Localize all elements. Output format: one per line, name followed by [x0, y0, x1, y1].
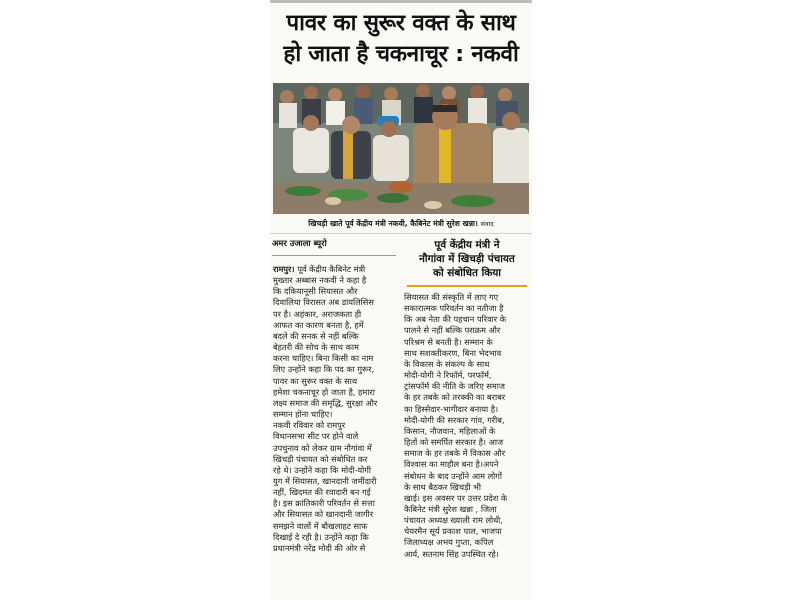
newspaper-clipping	[270, 0, 532, 600]
news-photo-illustration	[273, 83, 529, 214]
subheadline	[405, 238, 529, 280]
headline-line-2: हो जाता है चकनाचूर : नकवी	[283, 41, 519, 67]
byline-rule	[272, 255, 396, 256]
article-line	[273, 264, 395, 275]
article-line: आफत का कारण बनता है, हमें	[273, 319, 364, 330]
article-line: खाई। इस अवसर पर उत्तर प्रदेश के	[404, 492, 508, 503]
subhead-underline	[407, 285, 527, 287]
article-line: का हिस्सेदार-भागीदार बनाया है।	[404, 403, 499, 414]
article-line: दिवालिया विरासत अब डायलिसिस	[273, 297, 374, 308]
caption-text: खिचड़ी खाते पूर्व केंद्रीय मंत्री नकवी, कैबिनेट मंत्री सुरेश खन्ना।	[308, 219, 478, 228]
article-line: लिए उन्होंने कहा कि पद का गुरूर,	[273, 364, 375, 375]
caption-credit: संवाद	[480, 220, 494, 228]
article-line: हितों को समर्पित सरकार है। आज	[404, 437, 504, 448]
article-line: प्रधानमंत्री नरेंद्र मोदी की ओर से	[273, 542, 366, 553]
article-line: कैबिनेट मंत्री सुरेश खन्ना , जिला	[404, 503, 497, 514]
article-line: कि अब नेता की पहचान परिवार के	[404, 314, 506, 325]
article-column-2	[404, 292, 528, 560]
article-line: चेयरमैन सूर्य प्रकाश पाल, भाजपा	[404, 526, 502, 537]
article-column-1	[273, 264, 395, 554]
article-line: रहे थे। उन्होंने कहा कि मोदी-योगी	[273, 464, 372, 475]
article-line: पंचायत अध्यक्ष ख्याली राम लोधी,	[404, 515, 503, 526]
article-line: कि दकियानूसी सियासत और	[273, 286, 358, 297]
caption-divider	[270, 233, 532, 234]
subhead-line-1: पूर्व केंद्रीय मंत्री ने	[434, 239, 500, 251]
article-line: करना चाहिए। बिना किसी का नाम	[273, 353, 374, 364]
article-line: ट्रांसफॉर्म की नीति के जरिए समाज	[404, 381, 505, 392]
article-line: सम्मान होना चाहिए।	[273, 409, 333, 420]
article-line: है। इस क्रांतिकारी परिवर्तन से सत्ता	[273, 498, 375, 509]
article-line: आर्य, सतनाम सिंह उपस्थित रहे।	[404, 548, 499, 559]
article-line: साथ सशक्तीकरण, बिना भेदभाव	[404, 347, 502, 358]
article-line: दिखाई दे रही है। उन्होंने कहा कि	[273, 531, 369, 542]
article-line: और सियासत को खानदानी जागीर	[273, 509, 374, 520]
article-line: खिचड़ी पंचायत को संबोधित कर	[273, 453, 368, 464]
subhead-line-2: नौगांवा में खिचड़ी पंचायत	[419, 253, 515, 265]
article-line: सकारात्मक परिवर्तन का नतीजा है	[404, 303, 504, 314]
article-line: लक्ष्य समाज की समृद्धि, सुरक्षा और	[273, 397, 378, 408]
article-line: परिश्रम से बनती है। सम्मान के	[404, 336, 493, 347]
article-line: युग में सियासत, खानदानी जमींदारी	[273, 475, 377, 486]
article-line: मोदी-योगी ने रिफॉर्म, परफॉर्म,	[404, 370, 492, 381]
article-line: हमेशा चकनाचूर हो जाता है, हमारा	[273, 386, 375, 397]
subhead-line-3: को संबोधित किया	[433, 267, 501, 279]
article-line: जिलाध्यक्ष अभय गुप्ता, कपिल	[404, 537, 494, 548]
article-line: बेहतरी की सोच के साथ काम	[273, 342, 359, 353]
news-photo	[273, 83, 529, 214]
article-line: विधानसभा सीट पर होने वाले	[273, 431, 359, 442]
article-line: उपचुनाव को लेकर ग्राम नौगांवा में	[273, 442, 372, 453]
article-line: मुख्तार अब्बास नकवी ने कहा है	[273, 275, 367, 286]
article-line: सियासत की संस्कृति में लाए गए	[404, 292, 499, 302]
byline: अमर उजाला ब्यूरो	[272, 238, 327, 248]
article-line: समझने वालों में बौखलाहट साफ	[273, 520, 368, 531]
article-line: संबोधन के बाद उन्होंने आम लोगों	[404, 470, 502, 481]
article-line: पालने से नहीं बल्कि पराक्रम और	[404, 325, 501, 336]
photo-caption	[270, 219, 532, 229]
article-line: नकवी रविवार को रामपुर	[273, 420, 346, 431]
article-line: समाज के हर तबके में विकास और	[404, 448, 506, 459]
article-line: विश्वास का माहौल बना है।अपने	[404, 459, 499, 470]
article-line: किसान, नौजवान, महिलाओं के	[404, 425, 496, 436]
article-line: मोदी-योगी की सरकार गांव, गरीब,	[404, 414, 505, 425]
article-line-text: पूर्व केंद्रीय कैबिनेट मंत्री	[297, 264, 366, 274]
article-line: बदले की सनक से नहीं बल्कि	[273, 330, 359, 341]
headline-line-1: पावर का सुरूर वक्त के साथ	[286, 10, 516, 36]
article-line: नहीं, खिदमत की रवादारी बन गई	[273, 487, 371, 498]
dateline: रामपुर।	[273, 264, 298, 274]
article-line: के साथ बैठकर खिचड़ी भी	[404, 481, 482, 492]
article-line: के हर तबके को तरक्की का बराबर	[404, 392, 506, 403]
article-line: के विकास के संकल्प के साथ	[404, 358, 490, 369]
article-line: पावर का सुरूर वक्त के साथ	[273, 375, 358, 386]
article-line: पर है। अहंकार, अराजकता ही	[273, 308, 362, 319]
headline	[270, 8, 532, 70]
top-rule	[270, 0, 532, 3]
